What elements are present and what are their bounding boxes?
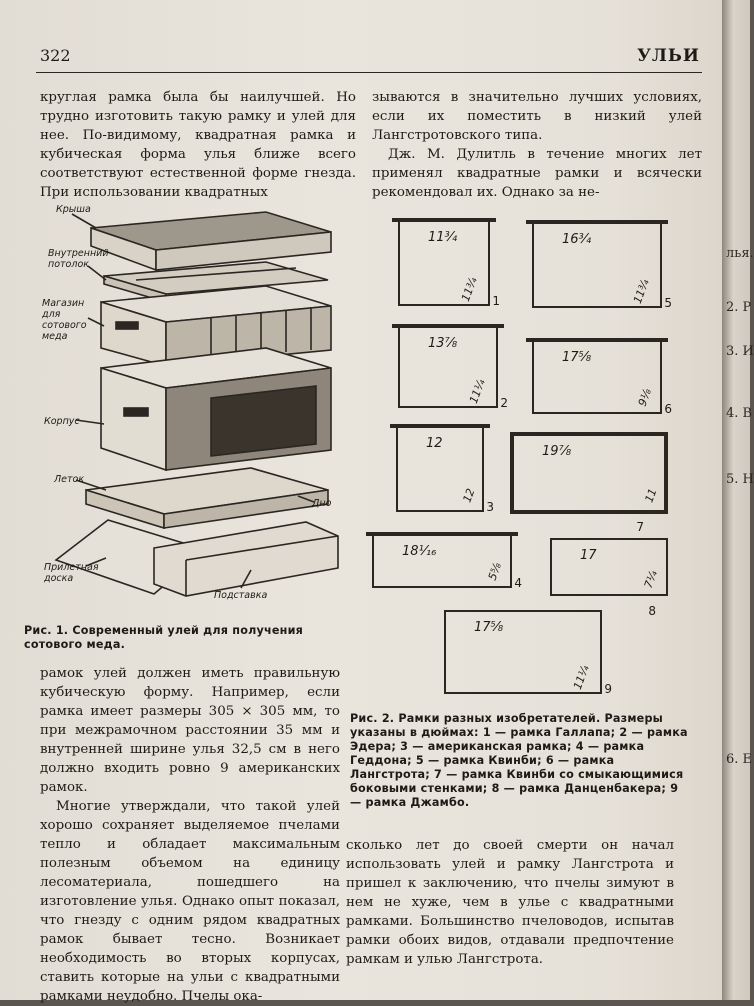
figure-hive <box>36 198 356 618</box>
frame-number: 9 <box>604 682 612 696</box>
frame-height: 12 <box>460 486 478 505</box>
label-potolok: Внутренний потолок <box>48 248 109 270</box>
frame-number: 6 <box>664 402 672 416</box>
edge-text: лья. <box>726 246 754 261</box>
figure2-caption: Рис. 2. Рамки разных изобретателей. Размеры указаны в дюймах: 1 — рамка Галлапа; 2 — рамка Эдера; 3 — американская рамка; 4 — рамка Геддона; 5 — рамка Квинби; 6 — рамка Лангстрота; 7 — рамка Квинби со смыкающимися боковыми стенками; 8 — рамка Данценбакера; 9 — рамка Джамбо. <box>350 712 688 809</box>
next-page-edge <box>722 0 754 1000</box>
frame-7 <box>510 432 668 534</box>
frame-width: 11¾ <box>428 230 458 245</box>
frame-9 <box>444 610 612 696</box>
frame-height: 11¾ <box>459 275 480 304</box>
frame-number: 1 <box>492 294 500 308</box>
frame-width: 12 <box>426 436 443 451</box>
edge-text: 2. Р <box>726 300 752 315</box>
frame-2 <box>398 324 508 410</box>
frame-height: 7¼ <box>642 568 661 591</box>
frame-height: 11 <box>642 486 660 505</box>
label-krysha: Крыша <box>56 204 91 215</box>
frame-number: 3 <box>486 500 494 514</box>
figure1-caption: Рис. 1. Современный улей для получения сотового меда. <box>24 624 303 651</box>
frame-width: 17⅝ <box>474 620 504 635</box>
paragraph: круглая рамка была бы наилучшей. Но трудно изготовить такую рамку и улей для нее. По-видимому, квадратная рамка и кубическая форма улья ближе всего соответствуют естественной форме гнезда. При использовании квадратных <box>40 90 356 200</box>
label-podstavka: Подставка <box>214 590 268 601</box>
frame-6 <box>532 338 672 416</box>
paragraph: Дж. М. Дулитль в течение многих лет применял квадратные рамки и всячески рекомендовал их. Однако за не- <box>372 147 702 200</box>
page-header <box>40 46 700 70</box>
left-column-top <box>40 88 356 202</box>
frame-width: 16¾ <box>562 232 592 247</box>
frame-number: 2 <box>500 396 508 410</box>
header-rule <box>36 72 702 73</box>
label-magazin: Магазин для сотового меда <box>42 298 87 342</box>
frame-number: 5 <box>664 296 672 310</box>
paragraph: сколько лет до своей смерти он начал использовать улей и рамку Лангстрота и пришел к заключению, что пчелы зимуют в нем не хуже, чем в улье с квадратными рамками. Большинство пчеловодов, испытав рамки обоих видов, отдавали предпочтение рамкам и улью Лангстрота. <box>346 838 674 967</box>
frame-height: 11¼ <box>571 663 592 692</box>
right-column-bottom <box>346 836 674 969</box>
edge-text: 5. Н <box>726 472 754 487</box>
edge-text: 3. И <box>726 344 754 359</box>
page-number: 322 <box>40 46 71 65</box>
running-title: УЛЬИ <box>637 46 700 66</box>
frame-height: 5⅝ <box>486 560 505 583</box>
paragraph: зываются в значительно лучших условиях, если их поместить в низкий улей Лангстротовского типа. <box>372 90 702 143</box>
frame-width: 17⅝ <box>562 350 592 365</box>
frame-5 <box>532 220 672 310</box>
edge-text: 4. В <box>726 406 753 421</box>
edge-text: 6. Е <box>726 752 753 767</box>
frame-width: 19⅞ <box>542 444 572 459</box>
frame-number: 7 <box>636 520 644 534</box>
frame-1 <box>398 218 500 308</box>
label-dno: Дно <box>312 498 332 509</box>
frame-number: 8 <box>648 604 656 618</box>
label-letok: Леток <box>54 474 85 485</box>
frame-number: 4 <box>514 576 522 590</box>
right-column-top <box>372 88 702 202</box>
paragraph: Многие утверждали, что такой улей хорошо сохраняет выделяемое пчелами тепло и обладает максимальным полезным объемом на единицу лесоматериала, пошедшего на изготовление улья. Однако опыт показал, что гнезду с одним рядом квадратных рамок бывает тесно. Возникает необходимость во вторых корпусах, ставить которые на ульи с квадратными рамками неудобно. Пчелы ока- <box>40 799 340 1004</box>
frame-height: 11¾ <box>631 277 652 306</box>
frame-width: 18¹⁄₁₆ <box>402 544 437 559</box>
frame-width: 13⅞ <box>428 336 458 351</box>
frame-4 <box>372 532 522 590</box>
frame-height: 9⅛ <box>636 386 655 409</box>
left-column-bottom <box>40 664 340 1006</box>
frame-height: 11¼ <box>467 377 488 406</box>
label-doska: Прилетная доска <box>44 562 99 584</box>
figure-frames <box>360 210 710 700</box>
paragraph: рамок улей должен иметь правильную кубическую форму. Например, если рамка имеет размеры 305 × 305 мм, то при межрамочном расстоянии 35 мм и внутренней ширине улья 32,5 см в него должно входить ровно 9 американских рамок. <box>40 666 340 795</box>
frame-width: 17 <box>580 548 597 563</box>
label-korpus: Корпус <box>44 416 80 427</box>
frame-3 <box>396 424 494 514</box>
frame-8 <box>550 538 668 618</box>
